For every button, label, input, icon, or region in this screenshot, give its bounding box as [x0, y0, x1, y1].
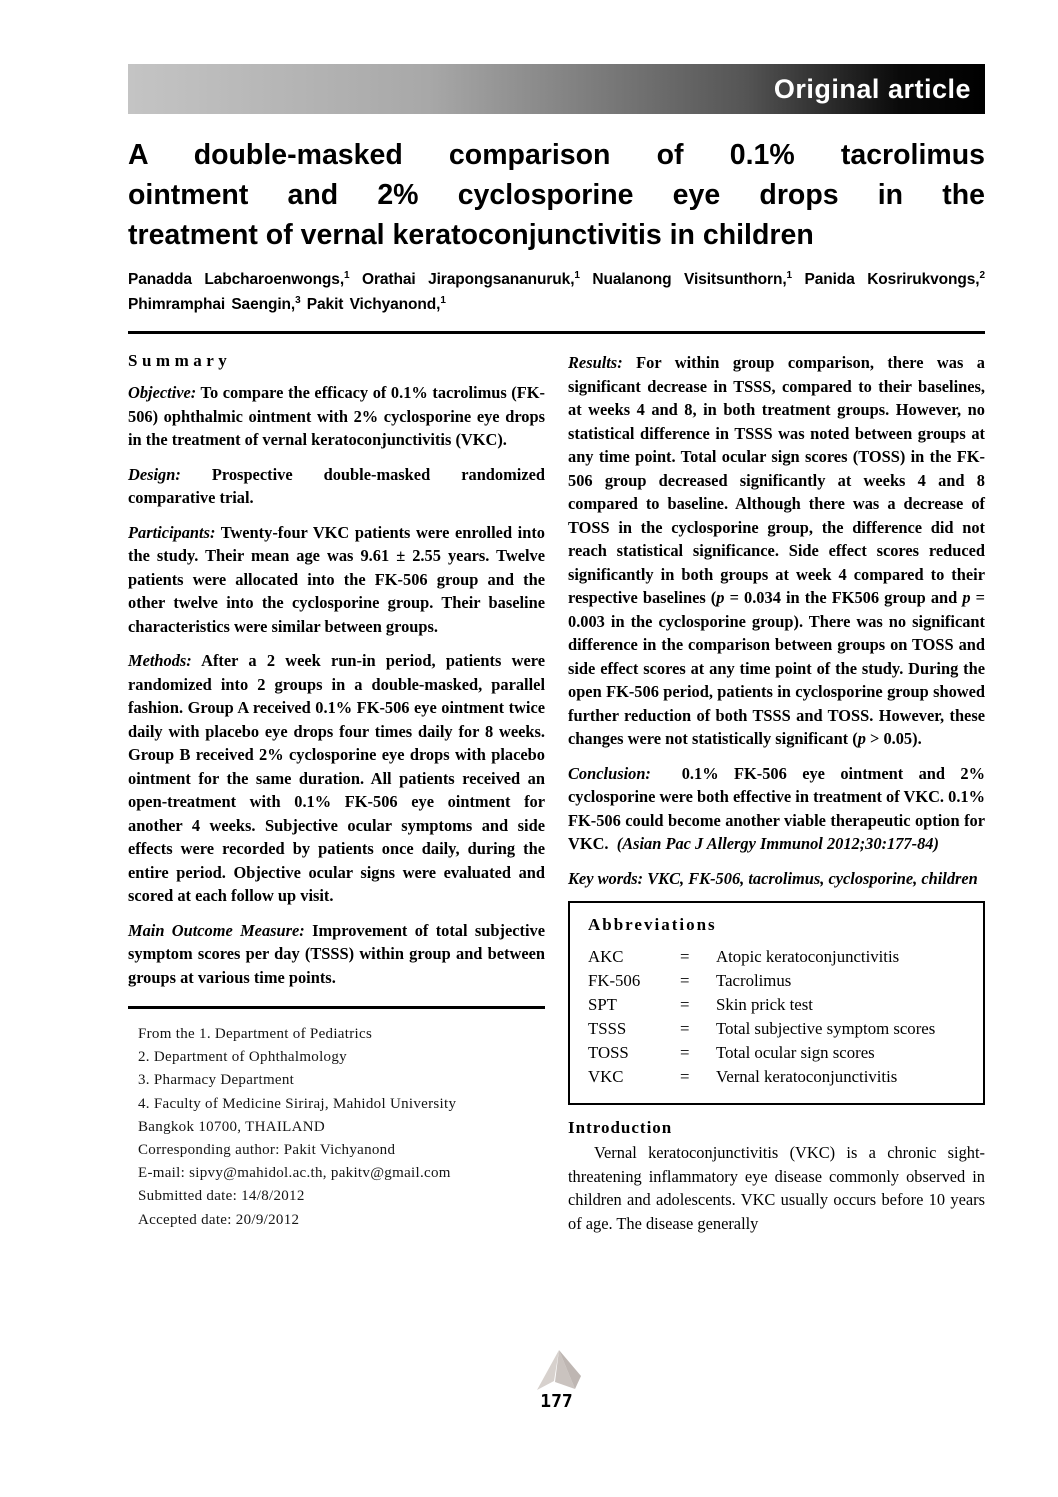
equals-sign: =: [680, 1019, 690, 1038]
abbreviations-title: Abbreviations: [588, 915, 717, 934]
conclusion-text: 0.1% FK-506 eye ointment and 2% cyclosporine were both effective in treatment of VKC. 0.1% FK-506 could become another viable therapeutic option for VKC.: [568, 763, 985, 853]
abbreviation-key: TOSS: [588, 1043, 629, 1062]
results-paragraph: [568, 351, 985, 751]
footnote-line: 4. Faculty of Medicine Siriraj, Mahidol University: [138, 1095, 457, 1112]
abbreviation-key: TSSS: [588, 1019, 627, 1038]
author-affiliation-sup: 2: [979, 269, 985, 281]
triangle-journal-logo-icon: [525, 1348, 589, 1392]
results-text: = 0.003 in the cyclosporine group). There was no significant difference in the comparison between groups on TOSS and side effect scores at any time point of the study. During the open FK-506 period, patients in cyclosporine group showed further reduction of both TSSS and TOSS. However, these changes were not statistically significant (: [568, 588, 985, 748]
article-title-line: A double-masked comparison of 0.1% tacrolimus: [128, 139, 985, 171]
author-affiliation-sup: 1: [440, 294, 446, 306]
author-name: Panadda Labcharoenwongs,$^1$: [128, 269, 350, 288]
main-outcome-paragraph: [128, 919, 545, 990]
article-title-line: treatment of vernal keratoconjunctivitis in children: [128, 219, 814, 251]
author-affiliation-sup: 1: [574, 269, 580, 281]
footnote-line: 3. Pharmacy Department: [138, 1072, 295, 1089]
footnote-line: Submitted date: 14/8/2012: [138, 1188, 305, 1205]
abbreviation-definition: Skin prick test: [716, 995, 813, 1014]
author-name: Pakit Vichyanond,$^1$: [306, 294, 446, 313]
page-content: [128, 64, 985, 1235]
article-type-banner: [128, 64, 985, 114]
design-paragraph: [128, 463, 545, 510]
abbreviation-row: [588, 969, 969, 993]
article-title: [128, 135, 985, 255]
results-text: > 0.05).: [865, 729, 922, 748]
design-text: Prospective double-masked randomized comparative trial.: [128, 464, 545, 507]
p-value-symbol: p: [857, 729, 866, 748]
abbreviation-definition: Tacrolimus: [716, 971, 792, 990]
equals-sign: =: [680, 971, 690, 990]
abbreviation-row: [588, 1017, 969, 1041]
summary-heading: Summary: [128, 351, 232, 370]
keywords-paragraph: [568, 867, 985, 891]
footnote-divider: [128, 1006, 545, 1009]
abbreviation-row: [588, 993, 969, 1017]
methods-text: After a 2 week run-in period, patients were randomized into 2 groups in a double-masked, parallel fashion. Group A received 0.1% FK-506 eye ointment twice daily with placebo eye drops four times daily for 8 weeks. Group B received 2% cyclosporine eye drops with placebo ointment for the same duration. All patients received an open-treatment with 0.1% FK-506 eye ointment for another 4 weeks. Subjective ocular symptoms and side effects were recorded by patients once daily, during the entire period. Objective ocular signs were evaluated and scored at each follow up visit.: [128, 651, 545, 905]
abbreviation-definition: Atopic keratoconjunctivitis: [716, 947, 900, 966]
author-affiliation-sup: 1: [786, 269, 793, 281]
methods-paragraph: [128, 649, 545, 908]
design-label: Design:: [128, 464, 181, 484]
abbreviation-row: [588, 1065, 969, 1089]
footnote-line: Bangkok 10700, THAILAND: [138, 1118, 326, 1135]
author-affiliation-sup: 3: [295, 294, 301, 306]
keywords-text: VKC, FK-506, tacrolimus, cyclosporine, children: [647, 868, 978, 888]
author-name: Phimramphai Saengin,$^3$: [128, 294, 301, 313]
author-list: [128, 267, 985, 317]
participants-label: Participants:: [128, 522, 216, 542]
article-type-label: Original article: [773, 73, 971, 104]
methods-label: Methods:: [128, 651, 192, 670]
equals-sign: =: [680, 1067, 690, 1086]
equals-sign: =: [680, 1043, 690, 1062]
page-number: 177: [540, 1391, 573, 1412]
objective-text: To compare the efficacy of 0.1% tacrolimus (FK-506) ophthalmic ointment with 2% cyclosporine eye drops in the treatment of vernal keratoconjunctivitis (VKC).: [128, 383, 545, 449]
footnote-line: From the 1. Department of Pediatrics: [138, 1026, 373, 1042]
left-column: [128, 351, 545, 1235]
participants-text: Twenty-four VKC patients were enrolled into the study. Their mean age was 9.61 ± 2.55 years. Twelve patients were allocated into the FK-506 group and the other twelve into the cyclosporine group. Their baseline characteristics were similar between groups.: [128, 522, 545, 636]
abbreviation-row: [588, 1041, 969, 1065]
footnote-block: [128, 1023, 545, 1232]
page-footer: [128, 1348, 985, 1412]
author-name: Orathai Jirapongsananuruk,$^1$: [362, 269, 580, 288]
results-text: For within group comparison, there was a significant decrease in TSSS, compared to their baselines, at weeks 4 and 8, in both treatment groups. However, no statistical difference in TSSS was noted between groups at any time point. Total ocular sign scores (TOSS) in the FK-506 group decreased significantly at weeks 4 and 8 compared to baseline. Although there was a decrease of TOSS in the cyclosporine group, the difference did not reach statistical significance. Side effect scores reduced significantly in both groups at week 4 compared to their respective baselines (: [568, 353, 985, 607]
conclusion-paragraph: [568, 762, 985, 856]
abbreviation-definition: Total ocular sign scores: [716, 1043, 875, 1062]
abbreviation-key: FK-506: [588, 971, 641, 990]
main-outcome-text: Improvement of total subjective symptom scores per day (TSSS) within group and between groups at various time points.: [128, 920, 545, 987]
abbreviation-row: [588, 945, 969, 969]
results-label: Results:: [568, 353, 623, 372]
objective-label: Objective:: [128, 383, 197, 402]
abbreviation-key: AKC: [588, 947, 624, 966]
results-text: = 0.034 in the FK506 group and: [724, 588, 963, 607]
abbreviation-key: SPT: [588, 995, 617, 1014]
footnote-line: Corresponding author: Pakit Vichyanond: [138, 1142, 396, 1159]
equals-sign: =: [680, 995, 690, 1014]
article-title-line: ointment and 2% cyclosporine eye drops in the: [128, 179, 985, 211]
header-divider: [128, 331, 985, 334]
abbreviation-definition: Vernal keratoconjunctivitis: [716, 1067, 898, 1086]
right-column: [568, 351, 985, 1235]
equals-sign: =: [680, 947, 690, 966]
abbreviation-definition: Total subjective symptom scores: [716, 1019, 936, 1038]
p-value-symbol: p: [962, 588, 971, 607]
abbreviations-box: [568, 901, 985, 1105]
abbreviation-key: VKC: [588, 1067, 624, 1086]
footnote-line-email: E-mail: sipvy@mahidol.ac.th, pakitv@gmail.com: [138, 1165, 451, 1182]
author-affiliation-sup: 1: [344, 269, 350, 281]
footnote-line: 2. Department of Ophthalmology: [138, 1049, 347, 1066]
footnote-line: Accepted date: 20/9/2012: [138, 1211, 300, 1228]
p-value-symbol: p: [716, 588, 725, 607]
author-name: Panida Kosrirukvongs,$^2$: [804, 269, 985, 288]
objective-paragraph: [128, 381, 545, 452]
participants-paragraph: [128, 521, 545, 639]
journal-citation: (Asian Pac J Allergy Immunol 2012;30:177-84): [616, 834, 939, 853]
introduction-heading: Introduction: [568, 1118, 673, 1137]
author-name: Nualanong Visitsunthorn,$^1$: [592, 269, 793, 288]
introduction-paragraph: Vernal keratoconjunctivitis (VKC) is a chronic sight-threatening inflammatory eye disease commonly observed in children and adolescents. VKC usually occurs before 10 years of age. The disease generally: [568, 1143, 985, 1233]
keywords-label: Key words:: [568, 868, 644, 888]
main-outcome-label: Main Outcome Measure:: [128, 920, 305, 940]
conclusion-label: Conclusion:: [568, 763, 651, 783]
two-column-body: [128, 351, 985, 1235]
